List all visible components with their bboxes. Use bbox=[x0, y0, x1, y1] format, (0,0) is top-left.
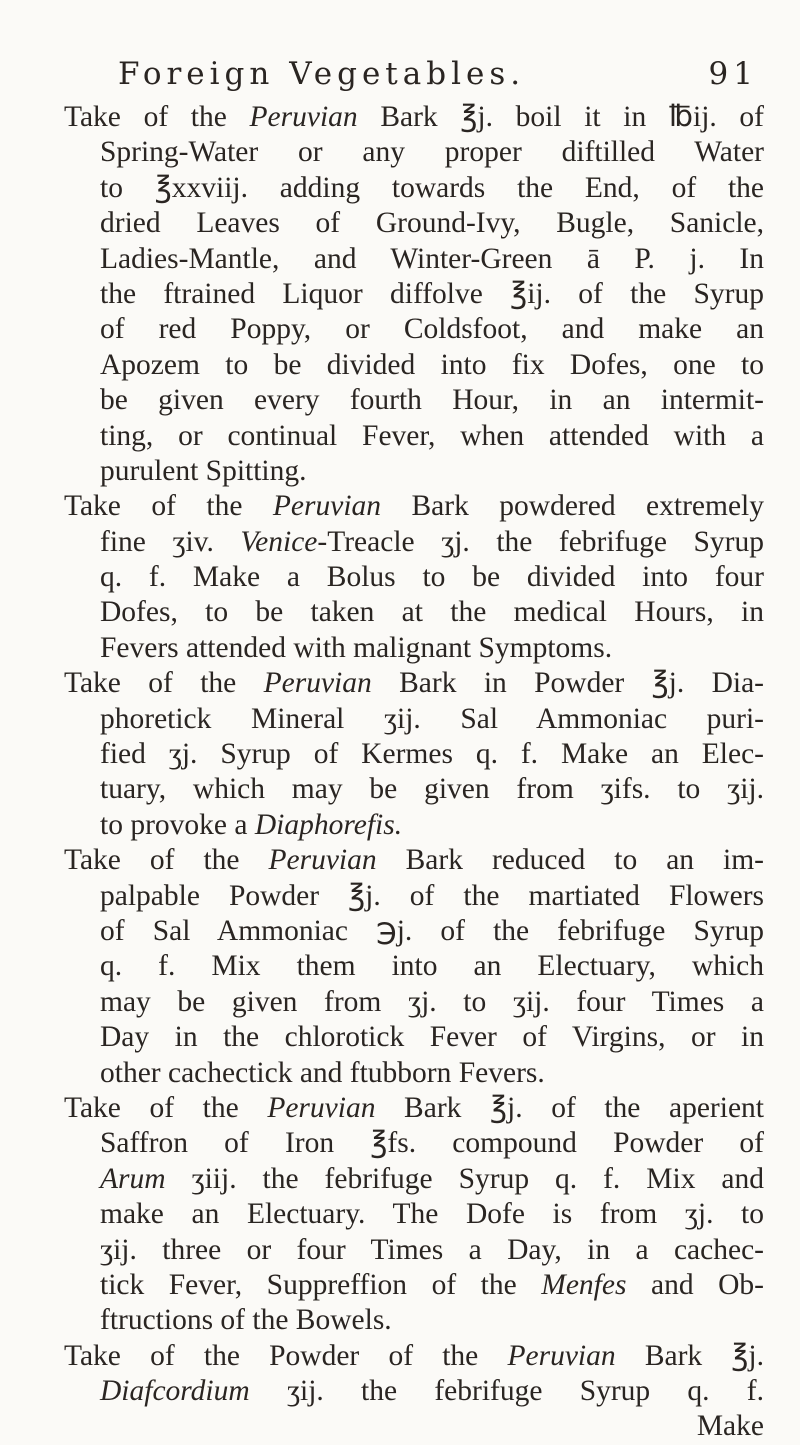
text-run: Saffron of Iron ℥fs. compound Powder of bbox=[100, 1127, 764, 1160]
page-number: 91 bbox=[708, 56, 758, 92]
text-run: Take of the bbox=[64, 667, 264, 700]
text-run: phoretick Mineral ʒij. Sal Ammoniac puri- bbox=[100, 702, 764, 735]
italic-text: Arum bbox=[100, 1162, 166, 1195]
text-run: and Ob- bbox=[626, 1268, 764, 1301]
text-line bbox=[64, 277, 764, 312]
text-run: q. f. Mix them into an Electuary, which bbox=[100, 950, 764, 983]
italic-text: Peruvian bbox=[268, 844, 377, 877]
text-run: fine ʒiv. bbox=[100, 525, 241, 558]
text-run: ʒij. three or four Times a Day, in a cachec- bbox=[100, 1233, 764, 1266]
text-line bbox=[64, 1409, 764, 1444]
text-run: Bark reduced to an im- bbox=[376, 844, 765, 877]
italic-text: Peruvian bbox=[267, 1091, 376, 1124]
text-line bbox=[64, 419, 764, 454]
page-header bbox=[118, 56, 758, 96]
text-line bbox=[64, 242, 764, 277]
text-line bbox=[64, 348, 764, 383]
text-run: Bark ℥j. bbox=[615, 1339, 764, 1372]
text-run: Dofes, to be taken at the medical Hours, in bbox=[100, 596, 764, 629]
text-run: to ℥xxviij. adding towards the End, of the bbox=[100, 171, 764, 204]
italic-text: Peruvian bbox=[263, 667, 372, 700]
text-line bbox=[64, 312, 764, 347]
text-line bbox=[64, 595, 764, 630]
text-run: q. f. Make a Bolus to be divided into four bbox=[100, 561, 764, 594]
text-run: of red Poppy, or Coldsfoot, and make an bbox=[100, 313, 764, 346]
text-run: be given every fourth Hour, in an intermit- bbox=[100, 384, 764, 417]
text-line bbox=[64, 135, 764, 170]
text-run: Take of the Powder of the bbox=[64, 1339, 508, 1372]
text-run: ʒij. the febrifuge Syrup q. f. bbox=[249, 1375, 764, 1408]
text-run: Bark in Powder ℥j. Dia- bbox=[371, 667, 765, 700]
text-run: Take of the bbox=[64, 101, 250, 133]
text-run: Bark ℥j. boil it in ℔ij. of bbox=[357, 101, 765, 133]
italic-text: Diaphorefis. bbox=[254, 808, 403, 841]
text-run: ting, or continual Fever, when attended with a bbox=[100, 419, 764, 452]
text-line bbox=[64, 808, 764, 843]
text-line bbox=[64, 772, 764, 807]
italic-text: Venice bbox=[240, 525, 318, 558]
text-line bbox=[64, 914, 764, 949]
text-line bbox=[64, 1268, 764, 1303]
text-run: tuary, which may be given from ʒifs. to ʒij. bbox=[100, 773, 764, 806]
text-line bbox=[64, 454, 764, 489]
text-run: Take of the bbox=[64, 490, 273, 523]
text-run: make an Electuary. The Dofe is from ʒj. to bbox=[100, 1198, 764, 1231]
text-line bbox=[64, 206, 764, 241]
italic-text: Menfes bbox=[541, 1268, 627, 1301]
text-line bbox=[64, 1162, 764, 1197]
text-line bbox=[64, 1056, 764, 1091]
text-run: fied ʒj. Syrup of Kermes q. f. Make an Elec- bbox=[100, 738, 764, 771]
text-line bbox=[64, 1197, 764, 1232]
text-run: to provoke a bbox=[100, 808, 255, 841]
text-run: Fevers attended with malignant Symptoms. bbox=[100, 631, 613, 664]
text-run: may be given from ʒj. to ʒij. four Times a bbox=[100, 985, 764, 1018]
text-line bbox=[64, 1091, 764, 1126]
text-run: Take of the bbox=[64, 844, 269, 877]
italic-text: Diafcordium bbox=[100, 1375, 250, 1408]
italic-text: Peruvian bbox=[507, 1339, 616, 1372]
text-line bbox=[64, 737, 764, 772]
text-run: Take of the bbox=[64, 1091, 268, 1124]
text-run: purulent Spitting. bbox=[100, 454, 307, 487]
text-line bbox=[64, 1126, 764, 1161]
text-run: Bark ℥j. of the aperient bbox=[375, 1091, 764, 1124]
text-run: dried Leaves of Ground-Ivy, Bugle, Sanicle, bbox=[100, 207, 764, 240]
text-run: Ladies-Mantle, and Winter-Green ā P. j. In bbox=[100, 242, 764, 275]
body-text bbox=[64, 100, 764, 1445]
text-run: Spring-Water or any proper diftilled Water bbox=[100, 136, 764, 169]
text-line bbox=[64, 383, 764, 418]
text-run: other cachectick and ftubborn Fevers. bbox=[100, 1056, 545, 1089]
text-line bbox=[64, 1339, 764, 1374]
text-line bbox=[64, 985, 764, 1020]
italic-text: Peruvian bbox=[249, 101, 358, 133]
text-line bbox=[64, 1233, 764, 1268]
text-line bbox=[64, 171, 764, 206]
text-line bbox=[64, 949, 764, 984]
text-line bbox=[64, 560, 764, 595]
text-line bbox=[64, 489, 764, 524]
text-run: ftructions of the Bowels. bbox=[100, 1304, 392, 1337]
text-run: tick Fever, Suppreffion of the bbox=[100, 1268, 542, 1301]
text-run: of Sal Ammoniac ℈j. of the febrifuge Syrup bbox=[100, 914, 764, 947]
text-run: the ftrained Liquor diffolve ℥ij. of the Syrup bbox=[100, 277, 764, 310]
italic-text: Peruvian bbox=[272, 490, 382, 523]
text-line bbox=[64, 879, 764, 914]
text-run: Bark powdered extremely bbox=[381, 490, 764, 523]
text-line bbox=[64, 100, 764, 135]
text-run: -Treacle ʒj. the febrifuge Syrup bbox=[317, 525, 764, 558]
text-run: Apozem to be divided into fix Dofes, one to bbox=[100, 348, 764, 381]
text-run: Day in the chlorotick Fever of Virgins, or in bbox=[100, 1021, 764, 1054]
text-line bbox=[64, 525, 764, 560]
text-run: ʒiij. the febrifuge Syrup q. f. Mix and bbox=[165, 1162, 764, 1195]
text-run: palpable Powder ℥j. of the martiated Flowers bbox=[100, 879, 764, 912]
text-line bbox=[64, 843, 764, 878]
text-line bbox=[64, 631, 764, 666]
text-line bbox=[64, 1020, 764, 1055]
running-title: Foreign Vegetables. bbox=[118, 56, 526, 92]
text-run: Make bbox=[696, 1410, 764, 1443]
text-line bbox=[64, 1374, 764, 1409]
text-line bbox=[64, 666, 764, 701]
text-line bbox=[64, 702, 764, 737]
text-line bbox=[64, 1303, 764, 1338]
